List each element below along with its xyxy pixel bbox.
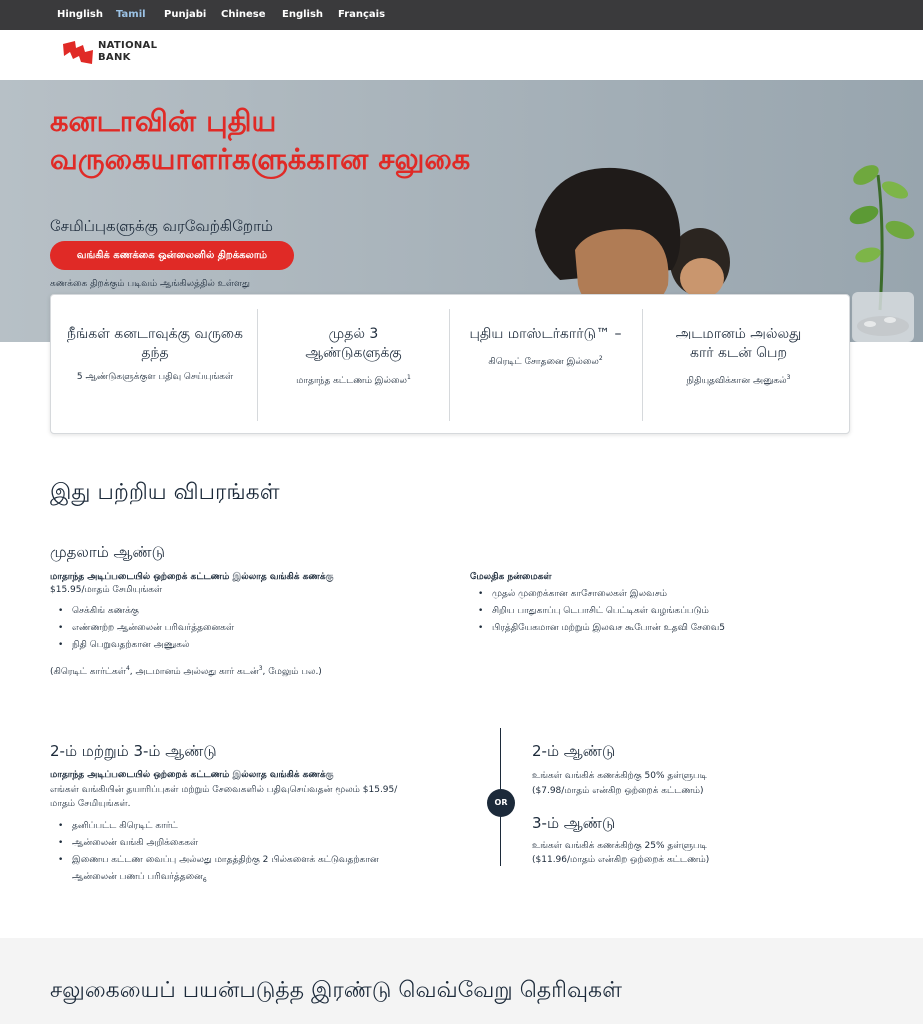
benefit-title: முதல் 3 ஆண்டுகளுக்கு — [305, 326, 402, 361]
logo-line-1: NATIONAL — [98, 40, 158, 51]
lang-francais[interactable]: Français — [338, 9, 386, 20]
year1-heading: முதலாம் ஆண்டு — [50, 543, 165, 561]
list-item: • சிறிய பாதுகாப்பு டெபாசிட் பெட்டிகள் வழங்கப்படும் — [470, 603, 725, 620]
year2-heading: 2-ம் ஆண்டு — [532, 742, 616, 760]
details-title: இது பற்றிய விபரங்கள் — [50, 480, 280, 505]
year1-bold-line: மாதாந்த அடிப்படையில் ஒற்றைக் கட்டணம் இல்லாத வங்கிக் கணக்கு — [50, 572, 334, 582]
hero-title: கனடாவின் புதிய வருகையாளர்களுக்கான சலுகை — [50, 104, 471, 176]
year1-footnote: (கிரெடிட் கார்ட்கள்$^4$, அடமானம் அல்லது கார் கடன்$^3$, மேலும் பல.) — [50, 665, 322, 677]
or-badge: OR — [487, 789, 515, 817]
list-item: • இணைய கட்டண வைப்பு அல்லது மாதத்திற்கு 2 பில்களைக் கட்டுவதற்கான ஆன்லைன் பணப் $பரிவர்த்தனை_6$ — [50, 852, 380, 889]
extras-heading: மேலதிக நன்மைகள் — [470, 572, 552, 582]
benefit-subtitle: மாதாந்த கட்டணம் இல்லை$^1$ — [296, 374, 411, 386]
lang-chinese[interactable]: Chinese — [221, 9, 266, 20]
list-item: • செக்கிங் கணக்கு — [50, 603, 234, 620]
national-bank-flag-icon[interactable] — [62, 40, 94, 66]
hero-note: கணக்கை திறக்கும் படிவம் ஆங்கிலத்தில் உள்ளது — [50, 279, 250, 289]
year2-line2: ($7.98/மாதம் என்கிற ஒற்றைக் கட்டணம்) — [532, 786, 704, 796]
year2-line1: உங்கள் வங்கிக் கணக்கிற்கு 50% தள்ளுபடி — [532, 771, 707, 781]
benefit-title: நீங்கள் கனடாவுக்கு வருகை தந்த — [67, 326, 243, 361]
lang-hinglish[interactable]: Hinglish — [57, 9, 104, 20]
language-bar — [0, 0, 923, 30]
year1-list — [50, 603, 234, 654]
benefit-subtitle: நிதியுதவிக்கான அனுகல்$^3$ — [686, 374, 791, 386]
list-item: • நிதி பெறுவதற்கான அணுகல் — [50, 637, 234, 654]
benefit-item — [449, 309, 641, 421]
benefits-card — [50, 294, 850, 434]
list-item: • எண்ணற்ற ஆன்லைன் பரிவர்த்தனைகள் — [50, 620, 234, 637]
lang-tamil[interactable]: Tamil — [116, 9, 146, 20]
open-account-online-button[interactable]: வங்கிக் கணக்கை ஒன்லைனில் திறக்கலாம் — [50, 241, 294, 270]
list-item: • தனிப்பட்ட கிரெடிட் கார்ட் — [50, 818, 380, 835]
benefit-item — [59, 309, 251, 421]
extras-list — [470, 586, 725, 637]
logo-line-2: BANK — [98, 52, 131, 63]
site-header — [0, 30, 923, 80]
year3-line1: உங்கள் வங்கிக் கணக்கிற்கு 25% தள்ளுபடி — [532, 841, 707, 851]
year3-line2: ($11.96/மாதம் என்கிற ஒற்றைக் கட்டணம்) — [532, 855, 710, 865]
list-item: • ஆன்லைன் வங்கி அறிக்கைகள் — [50, 835, 380, 852]
lang-english[interactable]: English — [282, 9, 324, 20]
year23-heading: 2-ம் மற்றும் 3-ம் ஆண்டு — [50, 742, 217, 760]
hero-subtitle: சேமிப்புகளுக்கு வரவேற்கிறோம் — [50, 217, 273, 235]
logo-wordmark[interactable] — [98, 40, 157, 64]
benefit-subtitle: 5 ஆண்டுகளுக்குள பதிவு செய்யுங்கள் — [76, 372, 234, 382]
options-title: சலுகையைப் பயன்படுத்த இரண்டு வெவ்வேறு தெரிவுகள் — [50, 978, 622, 1003]
year23-bold-line: மாதாந்த அடிப்படையில் ஒற்றைக் கட்டணம் இல்லாத வங்கிக் கணக்கு — [50, 770, 334, 780]
year23-text: எங்கள் வங்கியின் தயாரிப்புகள் மற்றும் சேவைகளில் பதிவுசெய்வதன் மூலம் $15.95/மாதம் சேமியுங்கள். — [50, 785, 398, 809]
year23-list — [50, 818, 380, 889]
list-item: • பிரத்தியேகமான மற்றும் இலவச கூபோன் உதவி சேவை5 — [470, 620, 725, 637]
year1-savings: $15.95/மாதம் சேமியுங்கள் — [50, 585, 163, 595]
list-item: • முதல் முறைக்கான காசோலைகள் இலவசம் — [470, 586, 725, 603]
benefit-item — [642, 309, 834, 421]
year3-heading: 3-ம் ஆண்டு — [532, 814, 616, 832]
benefit-subtitle: கிரெடிட் சோதனை இல்லை$^2$ — [488, 355, 603, 367]
benefit-item — [257, 309, 449, 421]
benefit-title: அடமானம் அல்லது கார் கடன் பெற — [675, 326, 802, 361]
lang-punjabi[interactable]: Punjabi — [164, 9, 207, 20]
benefit-title: புதிய மாஸ்டர்கார்டு™ – — [469, 326, 622, 342]
